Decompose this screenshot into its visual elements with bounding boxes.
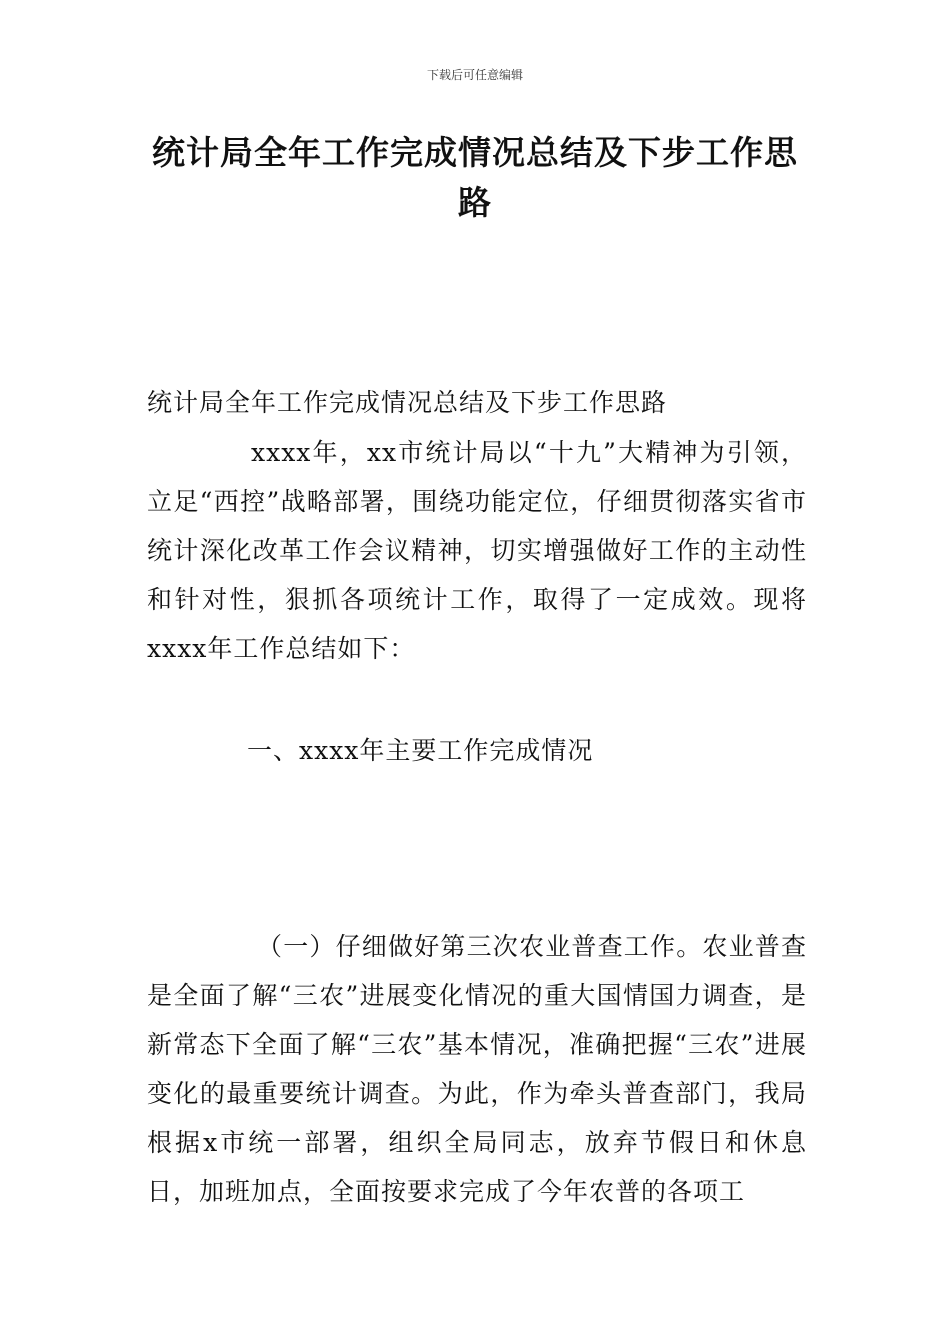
repeat-title: 统计局全年工作完成情况总结及下步工作思路	[147, 388, 668, 417]
section-heading: 一、xxxx年主要工作完成情况	[247, 736, 594, 765]
header-note: 下载后可任意编辑	[426, 68, 523, 82]
paragraph-1: （一）仔细做好第三次农业普查工作。农业普查是全面了解“三农”进展变化情况的重大国情国力调查，是新常态下全面了解“三农”基本情况，准确把握“三农”进展变化的最重要统计调查。为此，作为牵头普查部门，我局根据x市统一部署，组织全局同志，放弃节假日和休息日，加班加点，全面按要求完成了今年农普的各项工	[147, 932, 807, 1206]
intro-paragraph: xxxx年，xx市统计局以“十九”大精神为引领，立足“西控”战略部署，围绕功能定位，仔细贯彻落实省市统计深化改革工作会议精神，切实增强做好工作的主动性和针对性，狠抓各项统计工作，取得了一定成效。现将xxxx年工作总结如下：	[147, 438, 807, 663]
document-title: 统计局全年工作完成情况总结及下步工作思路	[152, 133, 798, 222]
